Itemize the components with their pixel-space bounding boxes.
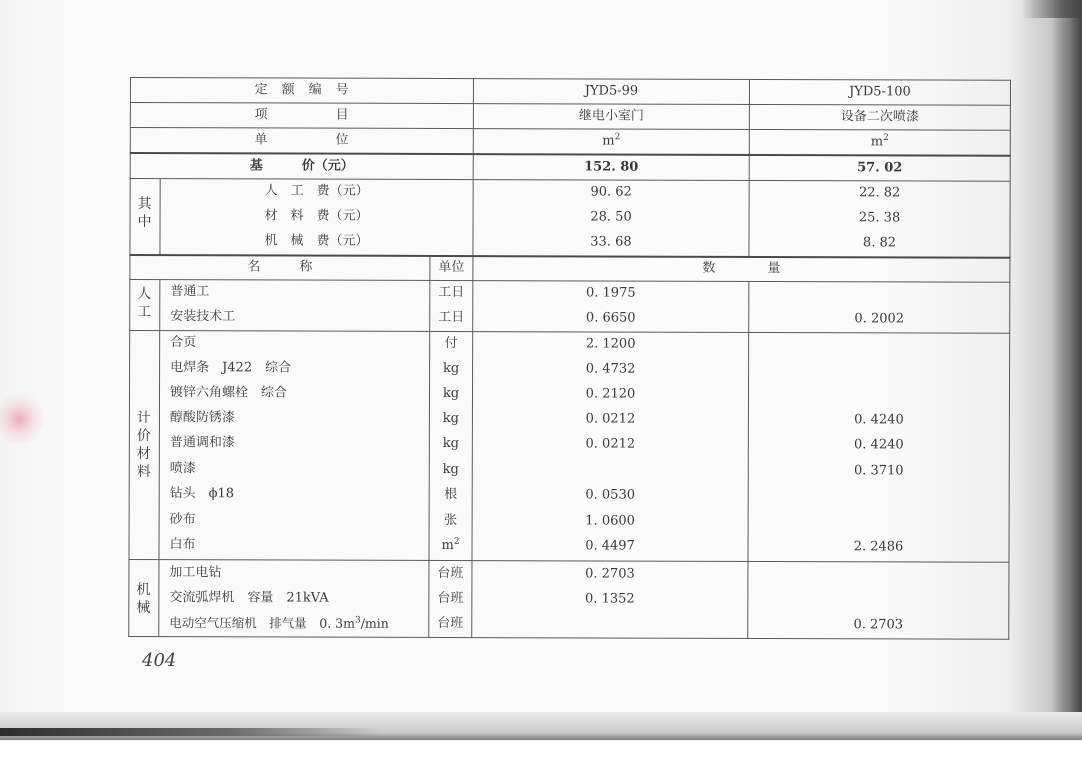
row-unit: 工日 bbox=[438, 284, 465, 301]
row-c2 bbox=[749, 282, 1009, 307]
row-c2: 0. 2002 bbox=[854, 311, 905, 327]
row-c1 bbox=[472, 612, 747, 637]
unit-header: 单位 bbox=[438, 259, 465, 276]
row-name: 白布 bbox=[169, 537, 196, 553]
col1-labor: 90. 62 bbox=[590, 184, 632, 200]
row-name: 普通调和漆 bbox=[169, 435, 235, 451]
col2-code: JYD5-100 bbox=[849, 84, 911, 100]
row-unit: kg bbox=[442, 385, 460, 402]
row-c2 bbox=[749, 383, 1009, 408]
row-unit: kg bbox=[442, 410, 460, 427]
row-c2 bbox=[749, 484, 1009, 509]
col1-unit-sup: 2 bbox=[614, 132, 621, 143]
row-unit: kg bbox=[442, 360, 460, 377]
row-unit: 张 bbox=[444, 512, 458, 529]
row-unit: 根 bbox=[444, 486, 458, 503]
row-c2: 0. 3710 bbox=[853, 463, 904, 479]
row-c2: 0. 4240 bbox=[854, 437, 904, 453]
row-unit-base: m bbox=[441, 537, 454, 554]
col1-machine: 33. 68 bbox=[590, 234, 632, 250]
col2-base-price: 57. 02 bbox=[857, 160, 903, 176]
row-unit-sup: 2 bbox=[453, 536, 460, 547]
col2-unit-base: m bbox=[870, 134, 884, 150]
row-name-sup: 3 bbox=[354, 615, 361, 626]
col2-item: 设备二次喷漆 bbox=[840, 109, 919, 125]
row-name: 砂布 bbox=[169, 512, 196, 528]
row-name-tail: /min bbox=[360, 615, 389, 631]
row-name: 合页 bbox=[170, 335, 197, 351]
row-name: 镀锌六角螺栓 综合 bbox=[169, 385, 288, 401]
row-c1: 0. 4732 bbox=[585, 361, 636, 377]
col2-unit bbox=[750, 130, 1010, 155]
col2-unit-sup: 2 bbox=[883, 133, 889, 144]
group-labor: 人工 bbox=[137, 286, 152, 321]
page-number: 404 bbox=[142, 650, 177, 671]
col1-unit bbox=[474, 129, 749, 154]
row-c2 bbox=[748, 588, 1008, 613]
row-name bbox=[169, 611, 427, 636]
row-c1: 0. 0212 bbox=[585, 411, 636, 427]
of-which-label: 其中 bbox=[137, 196, 152, 231]
row-c1: 0. 6650 bbox=[585, 310, 636, 326]
row-unit: 付 bbox=[444, 335, 458, 352]
row-name: 醇酸防锈漆 bbox=[169, 410, 235, 426]
book-binding-shadow bbox=[1052, 0, 1082, 735]
row-unit bbox=[429, 534, 471, 558]
row-c1: 2. 1200 bbox=[585, 336, 636, 352]
quantity-header: 数 量 bbox=[702, 260, 781, 277]
row-unit: kg bbox=[442, 435, 459, 452]
row-unit: 工日 bbox=[438, 309, 465, 326]
row-c2 bbox=[749, 510, 1009, 535]
col1-base-price: 152. 80 bbox=[584, 159, 639, 175]
row-c1: 0. 4497 bbox=[585, 538, 635, 554]
row-name: 喷漆 bbox=[169, 461, 196, 477]
margin-stain bbox=[0, 395, 48, 443]
quota-table bbox=[128, 77, 1011, 640]
row-name: 普通工 bbox=[170, 284, 210, 300]
row-name-base: 电动空气压缩机 排气量 0. 3m bbox=[169, 615, 356, 631]
row-c2 bbox=[748, 563, 1008, 588]
col-sep-group bbox=[158, 280, 160, 637]
col2-labor: 22. 82 bbox=[858, 185, 901, 201]
row-unit: 台班 bbox=[437, 615, 464, 632]
row-c1: 0. 1352 bbox=[585, 591, 635, 607]
group-machine: 机械 bbox=[136, 582, 151, 617]
labor-cost-label: 人 工 费（元） bbox=[264, 183, 369, 199]
row-c2: 0. 2703 bbox=[853, 617, 904, 633]
row-c1 bbox=[473, 458, 748, 483]
row-c1: 0. 2120 bbox=[585, 386, 636, 402]
row-c2: 0. 4240 bbox=[854, 412, 904, 428]
row-name: 加工电钻 bbox=[169, 565, 222, 581]
row-c2 bbox=[749, 333, 1009, 358]
row-c1: 0. 1975 bbox=[585, 285, 636, 301]
row-c1: 0. 0212 bbox=[585, 436, 636, 452]
name-header: 名 称 bbox=[247, 259, 313, 275]
row-c1: 0. 0530 bbox=[585, 487, 636, 503]
unit-label: 单 位 bbox=[254, 132, 350, 148]
row-name: 钻头 ϕ18 bbox=[169, 486, 235, 502]
material-cost-label: 材 料 费（元） bbox=[264, 208, 369, 224]
row-c1: 1. 0600 bbox=[585, 513, 635, 529]
col1-material: 28. 50 bbox=[590, 209, 632, 225]
group-material: 计价材料 bbox=[136, 410, 151, 481]
base-price-label: 基 价（元） bbox=[249, 158, 354, 174]
col2-material: 25. 38 bbox=[858, 210, 901, 226]
page-bottom-shadow bbox=[0, 728, 380, 736]
row-unit: kg bbox=[442, 461, 459, 478]
row-c2: 2. 2486 bbox=[853, 539, 904, 555]
row-name: 安装技术工 bbox=[170, 309, 236, 325]
col1-code: JYD5-99 bbox=[584, 83, 639, 99]
row-unit: 台班 bbox=[437, 565, 464, 582]
row-unit: 台班 bbox=[437, 590, 464, 607]
item-label: 项 目 bbox=[254, 107, 350, 123]
machine-cost-label: 机 械 费（元） bbox=[264, 233, 369, 249]
row-name: 交流弧焊机 容量 21kVA bbox=[169, 590, 329, 606]
col2-machine: 8. 82 bbox=[862, 235, 897, 251]
col1-unit-base: m bbox=[602, 133, 615, 149]
row-c2 bbox=[749, 358, 1009, 383]
page-bottom-line bbox=[0, 737, 1082, 738]
row-c1: 0. 2703 bbox=[585, 566, 635, 582]
quota-no-label: 定 额 编 号 bbox=[254, 82, 350, 98]
col1-item: 继电小室门 bbox=[578, 108, 644, 124]
row-name: 电焊条 J422 综合 bbox=[170, 360, 292, 376]
